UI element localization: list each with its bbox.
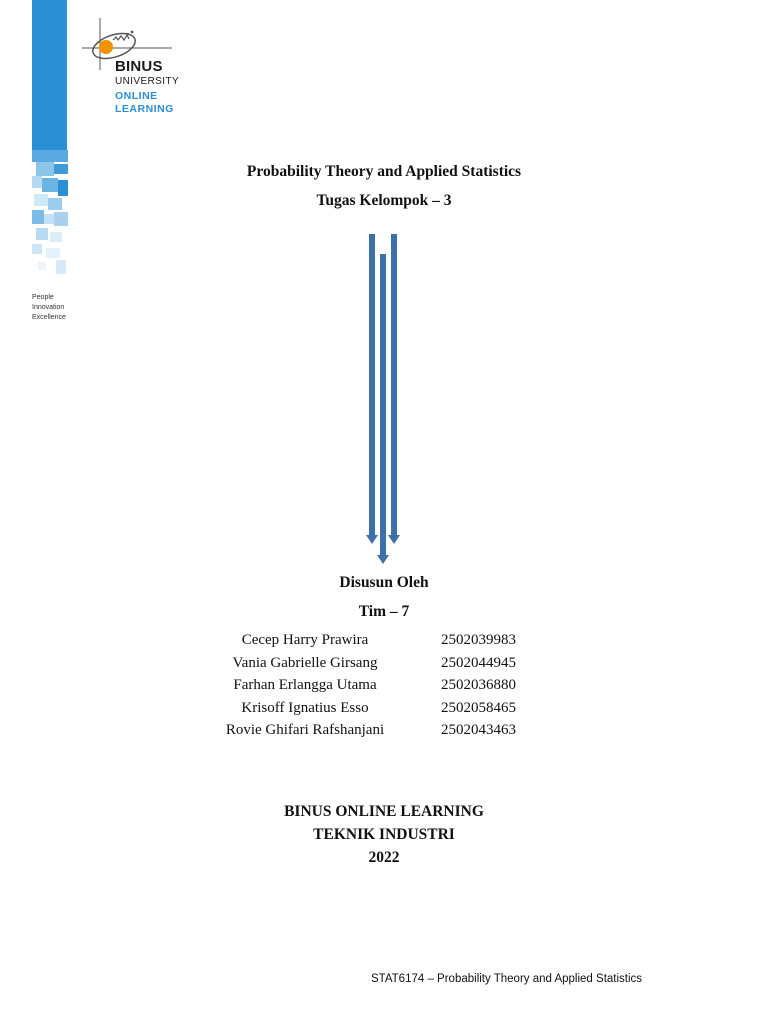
member-id: 2502058465 — [441, 699, 516, 716]
member-name: Cecep Harry Prawira — [241, 632, 369, 648]
member-id: 2502039983 — [441, 632, 516, 648]
tagline-excellence: Excellence — [32, 314, 66, 321]
member-name: Krisoff Ignatius Esso — [241, 699, 369, 716]
member-id: 2502043463 — [441, 722, 516, 738]
member-row — [200, 655, 540, 678]
member-row — [200, 722, 540, 745]
member-row — [200, 677, 540, 700]
tagline-innovation: Innovation — [32, 304, 65, 311]
member-name: Rovie Ghifari Rafshanjani — [225, 722, 385, 738]
logo-binus-text: BINUS — [115, 58, 163, 75]
member-name: Vania Gabrielle Girsang — [232, 654, 378, 671]
member-id: 2502036880 — [441, 677, 516, 693]
member-name: Farhan Erlangga Utama — [233, 677, 377, 693]
byline-heading: Disusun Oleh — [339, 574, 429, 591]
document-subtitle: Tugas Kelompok – 3 — [316, 192, 452, 209]
member-list — [200, 632, 540, 745]
member-id: 2502044945 — [441, 654, 516, 671]
binus-logo — [80, 14, 190, 122]
side-color-band — [32, 0, 67, 150]
department-name: TEKNIK INDUSTRI — [313, 826, 455, 843]
institution-name: BINUS ONLINE LEARNING — [284, 803, 484, 820]
tagline-people: People — [32, 294, 54, 301]
down-arrows-icon — [360, 232, 410, 572]
member-row — [200, 700, 540, 723]
team-heading: Tim – 7 — [358, 603, 410, 620]
logo-learning-text: LEARNING — [115, 103, 174, 115]
brand-tagline — [32, 293, 66, 323]
logo-university-text: UNIVERSITY — [115, 76, 180, 87]
member-row — [200, 632, 540, 655]
logo-online-text: ONLINE — [115, 90, 158, 102]
document-year: 2022 — [368, 849, 400, 866]
page-footer: STAT6174 – Probability Theory and Applied Statistics — [371, 973, 643, 985]
document-title: Probability Theory and Applied Statistics — [246, 163, 522, 180]
